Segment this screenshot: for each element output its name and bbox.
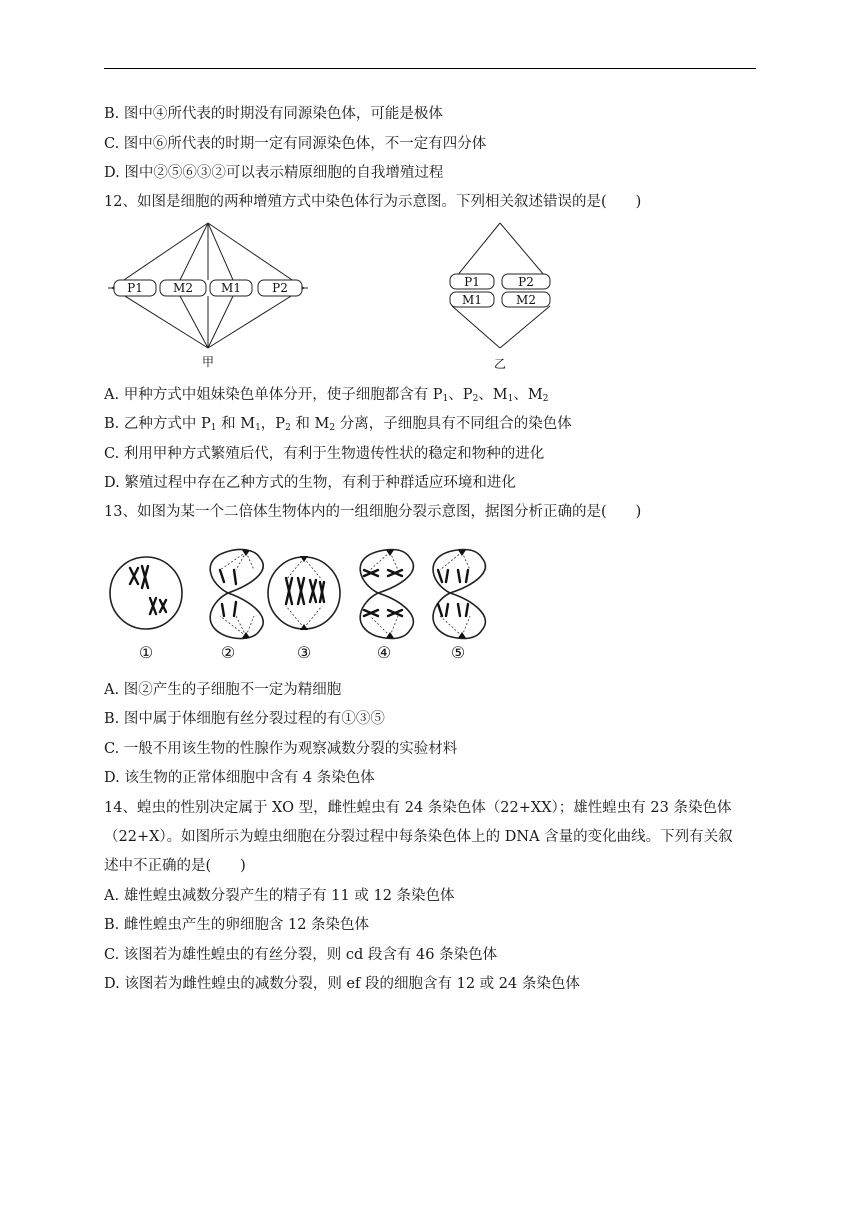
q14-stem-line1: 14、蝗虫的性别决定属于 XO 型，雌性蝗虫有 24 条染色体（22+XX）；雄性蝗虫有 23 条染色体 xyxy=(104,800,732,816)
q13-option-c: C. 一般不用该生物的性腺作为观察减数分裂的实验材料 xyxy=(104,741,458,757)
yi-label-p2: P2 xyxy=(518,275,534,289)
q13-option-d: D. 该生物的正常体细胞中含有 4 条染色体 xyxy=(104,770,375,786)
figure-cell-series xyxy=(108,540,498,665)
yi-label-p1: P1 xyxy=(464,275,480,289)
header-rule xyxy=(104,68,756,69)
cell-label-5: ⑤ xyxy=(450,643,466,662)
jia-label-m1: M1 xyxy=(221,281,241,295)
jia-label-p2: P2 xyxy=(272,281,288,295)
yi-caption: 乙 xyxy=(493,357,507,371)
q14-option-c: C. 该图若为雄性蝗虫的有丝分裂，则 cd 段含有 46 条染色体 xyxy=(104,947,498,963)
jia-caption: 甲 xyxy=(201,355,215,369)
cell-label-2: ② xyxy=(220,643,236,662)
figure-jia xyxy=(108,220,308,370)
q12-option-d: D. 繁殖过程中存在乙种方式的生物，有利于种群适应环境和进化 xyxy=(104,475,516,491)
q13-option-b: B. 图中属于体细胞有丝分裂过程的有①③⑤ xyxy=(104,711,385,727)
q12-option-c: C. 利用甲种方式繁殖后代，有利于生物遗传性状的稳定和物种的进化 xyxy=(104,446,545,462)
q14-option-b: B. 雌性蝗虫产生的卵细胞含 12 条染色体 xyxy=(104,917,370,933)
cell-label-1: ① xyxy=(138,643,154,662)
jia-label-p1: P1 xyxy=(127,281,143,295)
jia-label-m2: M2 xyxy=(173,281,193,295)
figure-yi xyxy=(446,220,556,372)
q11-option-b: B. 图中④所代表的时期没有同源染色体，可能是极体 xyxy=(104,106,443,122)
yi-label-m1: M1 xyxy=(462,293,482,307)
q11-option-c: C. 图中⑥所代表的时期一定有同源染色体，不一定有四分体 xyxy=(104,136,487,152)
q13-option-a: A. 图②产生的子细胞不一定为精细胞 xyxy=(104,682,342,698)
q12-option-b: B. 乙种方式中 $P_1$ 和 $M_1$，$P_2$ 和 $M_2$ 分离，子细胞具有不同组合的染色体 xyxy=(104,416,572,433)
q12-stem: 12、如图是细胞的两种增殖方式中染色体行为示意图。下列相关叙述错误的是( ) xyxy=(104,194,642,210)
q11-option-d: D. 图中②⑤⑥③②可以表示精原细胞的自我增殖过程 xyxy=(104,165,444,181)
q14-option-a: A. 雄性蝗虫减数分裂产生的精子有 11 或 12 条染色体 xyxy=(104,888,455,904)
q14-stem-line3: 述中不正确的是( ) xyxy=(104,858,246,874)
q13-stem: 13、如图为某一个二倍体生物体内的一组细胞分裂示意图，据图分析正确的是( ) xyxy=(104,504,642,520)
q14-option-d: D. 该图若为雌性蝗虫的减数分裂，则 ef 段的细胞含有 12 或 24 条染色体 xyxy=(104,976,580,992)
cell-label-3: ③ xyxy=(296,643,312,662)
cell-label-4: ④ xyxy=(376,643,392,662)
q12-option-a: A. 甲种方式中姐妹染色单体分开，使子细胞都含有 $P_1$、$P_2$、$M_1$、$M_2$ xyxy=(104,387,549,404)
q14-stem-line2: （22+X）。如图所示为蝗虫细胞在分裂过程中每条染色体上的 DNA 含量的变化曲线。下列有关叙 xyxy=(104,829,733,845)
yi-label-m2: M2 xyxy=(516,293,536,307)
